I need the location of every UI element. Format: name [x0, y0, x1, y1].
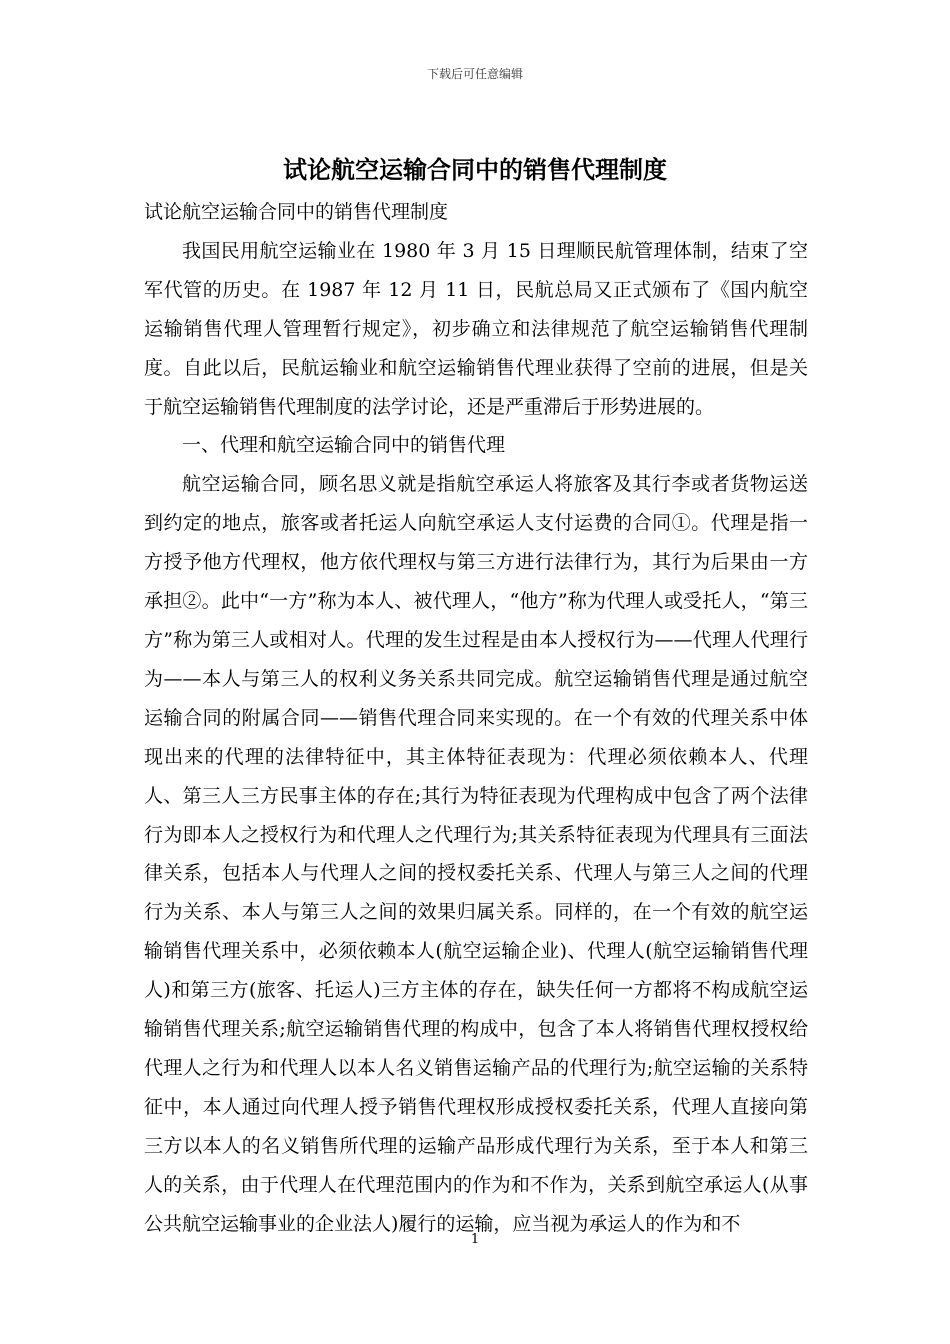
section-heading: 一、代理和航空运输合同中的销售代理: [182, 434, 506, 457]
document-body: [144, 193, 808, 1243]
paragraph-definition: 航空运输合同，顾名思义就是指航空承运人将旅客及其行李或者货物运送到约定的地点，旅客或者托运人向航空承运人支付运费的合同①。代理是指一方授予他方代理权，他方依代理权与第三方进行法律行为，其行为后果由一方承担②。此中“一方”称为本人、被代理人，“他方”称为代理人或受托人，“第三方”称为第三人或相对人。代理的发生过程是由本人授权行为——代理人代理行为——本人与第三人的权利义务关系共同完成。航空运输销售代理是通过航空运输合同的附属合同——销售代理合同来实现的。在一个有效的代理关系中体现出来的代理的法律特征中，其主体特征表现为：代理必须依赖本人、代理人、第三人三方民事主体的存在;其行为特征表现为代理构成中包含了两个法律行为即本人之授权行为和代理人之代理行为;其关系特征表现为代理具有三面法律关系，包括本人与代理人之间的授权委托关系、代理人与第三人之间的代理行为关系、本人与第三人之间的效果归属关系。同样的，在一个有效的航空运输销售代理关系中，必须依赖本人(航空运输企业)、代理人(航空运输销售代理人)和第三方(旅客、托运人)三方主体的存在，缺失任何一方都将不构成航空运输销售代理关系;航空运输销售代理的构成中，包含了本人将销售代理权授权给代理人之行为和代理人以本人名义销售运输产品的代理行为;航空运输的关系特征中，本人通过向代理人授予销售代理权形成授权委托关系，代理人直接向第三方以本人的名义销售所代理的运输产品形成代理行为关系，至于本人和第三人的关系，由于代理人在代理范围内的作为和不作为，关系到航空承运人(从事公共航空运输事业的企业法人)履行的运输，应当视为承运人的作为和不: [144, 473, 808, 1235]
subtitle-paragraph: 试论航空运输合同中的销售代理制度: [144, 201, 449, 223]
header-note: 下载后可任意编辑: [426, 67, 523, 81]
paragraph-history: 我国民用航空运输业在 1980 年 3 月 15 日理顺民航管理体制，结束了空军代管的历史。在 1987 年 12 月 11 日，民航总局又正式颁布了《国内航空运输销售代理人管理暂行规定》，初步确立和法律规范了航空运输销售代理制度。自此以后，民航运输业和航空运输销售代理业获得了空前的进展，但是关于航空运输销售代理制度的法学讨论，还是严重滞后于形势进展的。: [144, 239, 808, 418]
document-title: 试论航空运输合同中的销售代理制度: [283, 155, 667, 184]
page-number: 1: [470, 1232, 480, 1247]
